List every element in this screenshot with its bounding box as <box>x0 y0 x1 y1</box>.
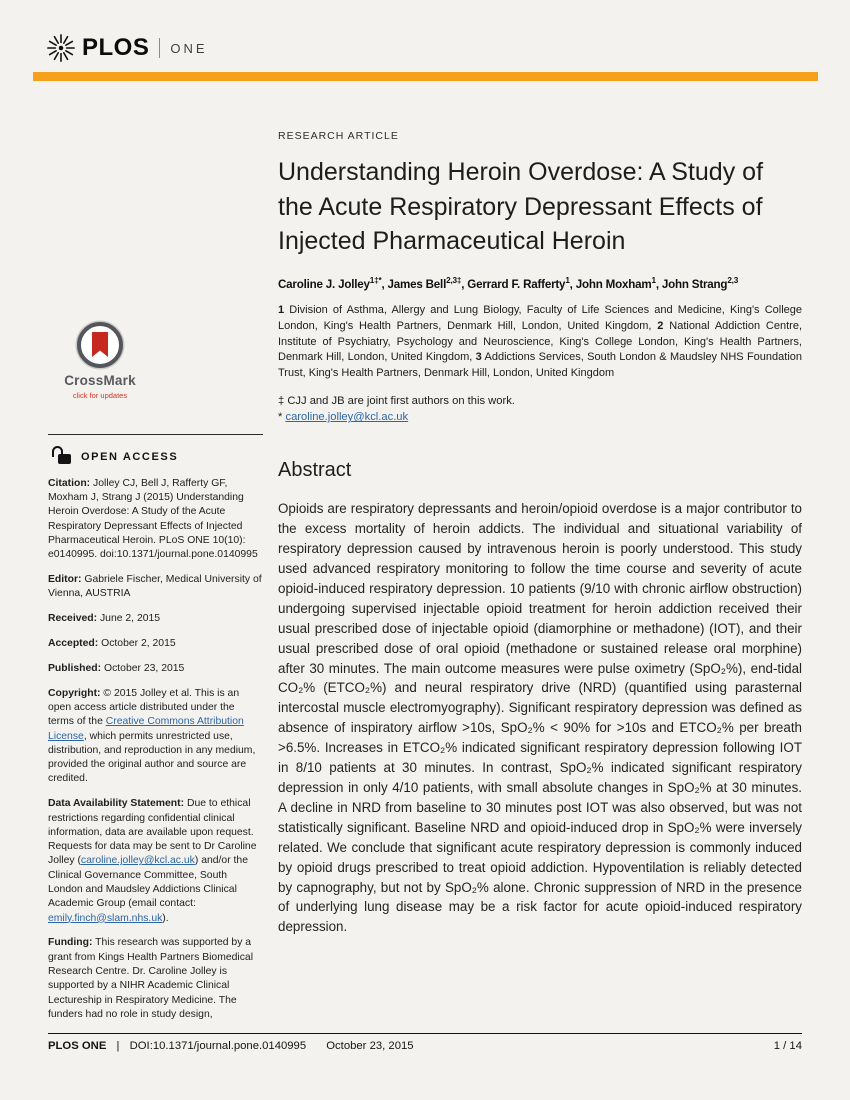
footer-doi: DOI:10.1371/journal.pone.0140995 <box>129 1040 307 1052</box>
footer-separator: | <box>116 1040 120 1052</box>
copyright-block <box>48 687 263 787</box>
published-block <box>48 662 263 676</box>
copyright-text: © 2015 Jolley et al. This is an open access article distributed under the terms of the Creative Commons Attribution License, which permits unrestricted use, distribution, and reproduction in any medium, provided the original author and source are credited. <box>48 687 256 785</box>
data-availability-block <box>48 797 263 926</box>
citation-text: Jolley CJ, Bell J, Rafferty GF, Moxham J, Strang J (2015) Understanding Heroin Overdose: A Study of the Acute Respiratory Depressant Effects of Injected Pharmaceutical Heroin. PLoS ONE 10(10): e0140995. doi:10.1371/journal.pone.0140995 <box>48 477 258 561</box>
accepted-date: October 2, 2015 <box>101 638 176 650</box>
funding-text: This research was supported by a grant from Kings Health Partners Biomedical Research Centre. Dr. Caroline Jolley is supported by a NIHR Academic Clinical Lectureship in Respiratory Medicine. The funders had no role in study design, <box>48 937 254 1020</box>
joint-authors-note: ‡ CJJ and JB are joint first authors on this work. <box>278 395 515 408</box>
journal-masthead <box>46 33 208 63</box>
citation-label: Citation: <box>48 477 91 489</box>
crossmark-title: CrossMark <box>64 373 136 388</box>
corresponding-email-link[interactable]: caroline.jolley@kcl.ac.uk <box>285 411 409 424</box>
corresponding-author-line <box>278 411 802 423</box>
corresponding-marker: * <box>278 411 283 424</box>
inline-link[interactable]: Creative Commons Attribution License <box>48 716 244 742</box>
open-access-label: OPEN ACCESS <box>81 450 179 463</box>
funding-label: Funding: <box>48 937 93 949</box>
research-article-kicker: RESEARCH ARTICLE <box>278 130 399 142</box>
crossmark-updates-link[interactable]: click for updates <box>72 391 128 401</box>
footer-citation <box>48 1040 414 1052</box>
open-lock-icon <box>58 454 71 464</box>
published-label: Published: <box>48 662 102 674</box>
abstract-heading: Abstract <box>278 459 352 482</box>
inline-link[interactable]: caroline.jolley@kcl.ac.uk <box>80 855 195 867</box>
footer-journal-name: PLOS ONE <box>48 1040 107 1052</box>
funding-block <box>48 936 263 1022</box>
footer-rule <box>48 1033 802 1034</box>
crossmark-flag-icon <box>92 332 108 357</box>
accepted-label: Accepted: <box>48 638 99 650</box>
brand-accent-bar <box>33 72 818 81</box>
plos-logo-icon <box>46 33 76 63</box>
received-label: Received: <box>48 613 98 625</box>
copyright-label: Copyright: <box>48 687 101 699</box>
footer-date: October 23, 2015 <box>326 1040 414 1052</box>
citation-block <box>48 477 263 563</box>
data-availability-text: Due to ethical restrictions regarding confidential clinical information, data are available upon request. Requests for data may be sent to Dr Caroline Jolley (caroline.jolley@kcl.ac.uk) and/or the Clinical Governance Committee, South London and Maudsley Addictions Clinical Academic Group (email contact: emily.finch@slam.nhs.uk). <box>48 798 257 924</box>
published-date: October 23, 2015 <box>104 662 185 674</box>
footer-page-number: 1 / 14 <box>773 1040 802 1052</box>
open-access-badge <box>48 435 263 477</box>
affiliation-list: 1 Division of Asthma, Allergy and Lung Biology, Faculty of Life Sciences and Medicine, King's College London, King's Health Partners, Denmark Hill, London, United Kingdom, 2 National Addiction Centre, Institute of Psychiatry, Psychology and Neuroscience, King's College London, King's Health Partners, Denmark Hill, London, United Kingdom, 3 Addictions Services, South London & Maudsley NHS Foundation Trust, King's Health Partners, Denmark Hill, London, United Kingdom <box>278 304 803 379</box>
data-availability-label: Data Availability Statement: <box>48 798 185 810</box>
article-info-sidebar <box>48 318 263 1030</box>
plos-wordmark: PLOS <box>82 34 150 61</box>
author-list: Caroline J. Jolley$^{1\ddagger*}$, James Bell$^{2,3\ddagger}$, Gerrard F. Rafferty$^1$, John Moxham$^1$, John Strang$^{2,3}$ <box>278 275 739 291</box>
crossmark-icon <box>77 322 123 368</box>
article-title: Understanding Heroin Overdose: A Study of the Acute Respiratory Depressant Effects of Injected Pharmaceutical Heroin <box>278 158 764 255</box>
editor-text: Gabriele Fischer, Medical University of Vienna, AUSTRIA <box>48 574 262 600</box>
inline-link[interactable]: emily.finch@slam.nhs.uk <box>48 912 163 924</box>
page-footer <box>48 1040 802 1052</box>
abstract-text: Opioids are respiratory depressants and heroin/opioid overdose is a major contributor to the excess mortality of heroin addicts. The individual and situational variability of respiratory depression caused by intravenous heroin is poorly understood. This study used advanced respiratory monitoring to follow the time course and severity of acute opioid-induced respiratory depression. 10 patients (9/10 with chronic airflow obstruction) undergoing supervised injectable opioid treatment for heroin addiction received their usual prescribed dose of injectable opioid (diamorphine or methadone) (IOT), and their usual prescribed dose of oral opioid (methadone or sustained release oral morphine) after 30 minutes. The main outcome measures were pulse oximetry (SpO₂%), end-tidal CO₂% (ETCO₂%) and neural respiratory drive (NRD) (quantified using parasternal intercostal muscle electromyography). Significant respiratory depression was defined as absence of inspiratory airflow >10s, SpO₂% < 90% for >10s and ETCO₂% per breath >6.5%. Increases in ETCO₂% indicated significant respiratory depression following IOT in 8/10 patients at 30 minutes. In contrast, SpO₂% indicated significant respiratory depression in only 4/10 patients, with small absolute changes in SpO₂% at 30 minutes. A decline in NRD from baseline to 30 minutes post IOT was also observed, but was not statistically significant. Baseline NRD and opioid-induced drop in SpO₂% were inversely related. We conclude that significant acute respiratory depression is commonly induced by opioid drugs prescribed to treat opioid addiction. Hypoventilation is reliably detected by capnography, but not by SpO₂% alone. Chronic suppression of NRD in the presence of underlying lung disease may be a risk factor for acute opioid-induced respiratory depression. <box>278 501 802 935</box>
received-block <box>48 612 263 626</box>
editor-block <box>48 573 263 602</box>
accepted-block <box>48 637 263 651</box>
editor-label: Editor: <box>48 574 82 586</box>
crossmark-badge[interactable] <box>50 322 150 404</box>
received-date: June 2, 2015 <box>99 613 161 625</box>
one-wordmark: ONE <box>170 40 208 56</box>
logo-divider <box>159 38 160 58</box>
article-main-column <box>278 130 802 937</box>
